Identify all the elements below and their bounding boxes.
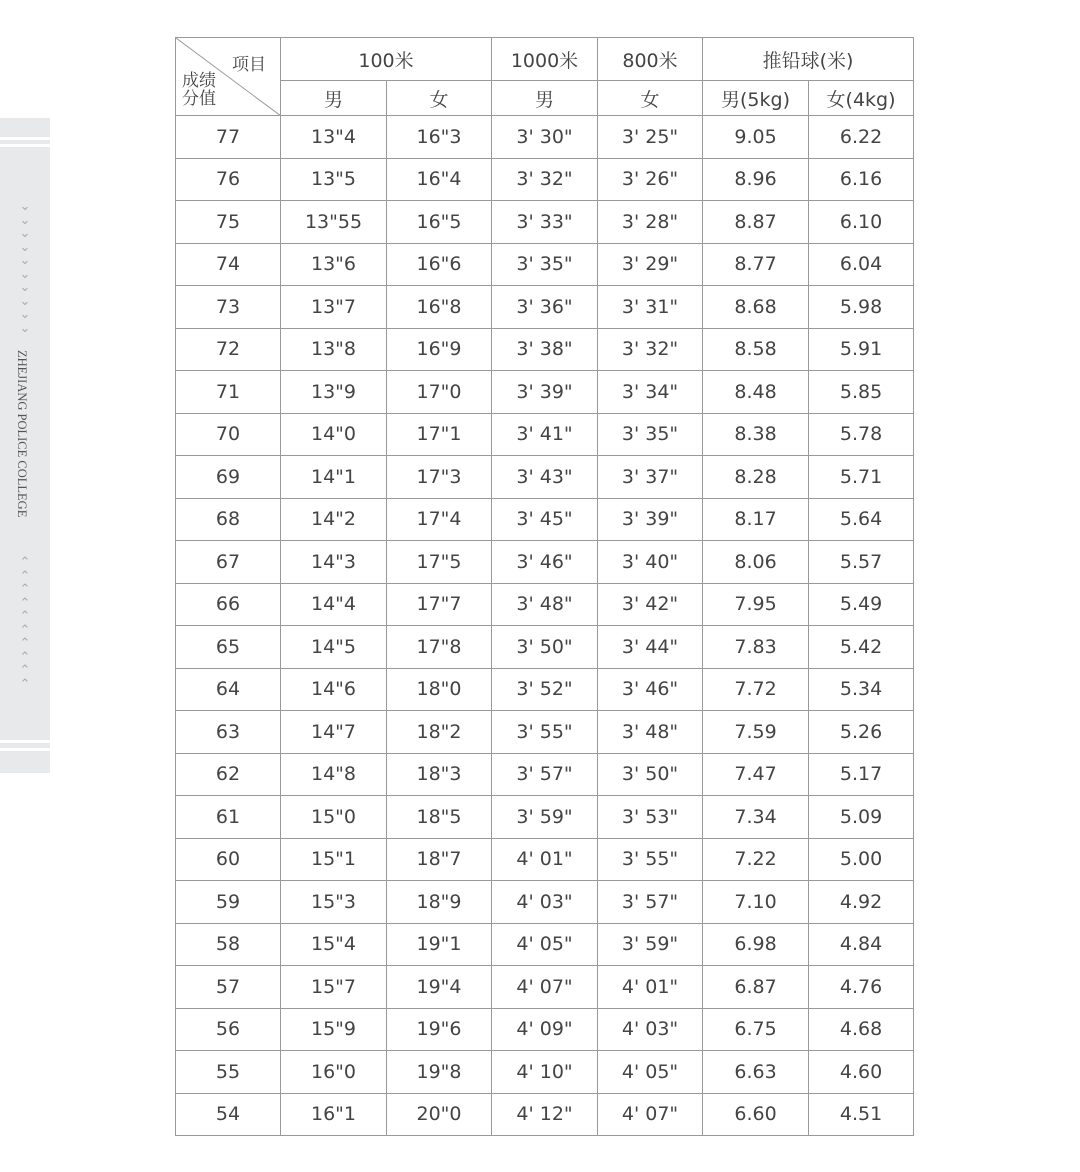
- result-cell: 13"8: [281, 328, 387, 371]
- result-cell: 4' 09": [492, 1008, 598, 1051]
- result-cell: 16"5: [387, 201, 492, 244]
- table-row: [176, 243, 914, 286]
- result-cell: 6.63: [703, 1051, 809, 1094]
- score-cell: 70: [176, 413, 281, 456]
- result-cell: 3' 40": [598, 541, 703, 584]
- result-cell: 18"0: [387, 668, 492, 711]
- result-cell: 3' 55": [492, 711, 598, 754]
- score-cell: 75: [176, 201, 281, 244]
- result-cell: 13"55: [281, 201, 387, 244]
- result-cell: 8.17: [703, 498, 809, 541]
- header-800m: 800米: [598, 38, 703, 81]
- result-cell: 6.87: [703, 966, 809, 1009]
- score-cell: 62: [176, 753, 281, 796]
- result-cell: 19"8: [387, 1051, 492, 1094]
- result-cell: 3' 31": [598, 286, 703, 329]
- score-cell: 69: [176, 456, 281, 499]
- result-cell: 4' 05": [598, 1051, 703, 1094]
- result-cell: 3' 25": [598, 116, 703, 159]
- result-cell: 15"1: [281, 838, 387, 881]
- result-cell: 3' 48": [598, 711, 703, 754]
- result-cell: 17"7: [387, 583, 492, 626]
- result-cell: 3' 46": [492, 541, 598, 584]
- result-cell: 7.83: [703, 626, 809, 669]
- table-row: [176, 881, 914, 924]
- subheader-cell: 女(4kg): [809, 81, 914, 116]
- subheader-cell: 女: [598, 81, 703, 116]
- result-cell: 7.59: [703, 711, 809, 754]
- result-cell: 13"4: [281, 116, 387, 159]
- table-row: [176, 116, 914, 159]
- result-cell: 18"3: [387, 753, 492, 796]
- result-cell: 3' 53": [598, 796, 703, 839]
- subheader-cell: 男: [492, 81, 598, 116]
- result-cell: 7.72: [703, 668, 809, 711]
- result-cell: 18"9: [387, 881, 492, 924]
- result-cell: 6.60: [703, 1093, 809, 1136]
- result-cell: 3' 34": [598, 371, 703, 414]
- table-row: [176, 286, 914, 329]
- result-cell: 16"9: [387, 328, 492, 371]
- result-cell: 3' 59": [492, 796, 598, 839]
- score-cell: 71: [176, 371, 281, 414]
- table-row: [176, 753, 914, 796]
- table-row: [176, 1008, 914, 1051]
- result-cell: 5.00: [809, 838, 914, 881]
- result-cell: 17"4: [387, 498, 492, 541]
- score-cell: 61: [176, 796, 281, 839]
- score-cell: 66: [176, 583, 281, 626]
- result-cell: 3' 55": [598, 838, 703, 881]
- corner-score-line2: 分值: [182, 89, 216, 109]
- result-cell: 3' 33": [492, 201, 598, 244]
- table-row: [176, 371, 914, 414]
- result-cell: 8.96: [703, 158, 809, 201]
- score-table: [175, 37, 914, 1136]
- result-cell: 7.34: [703, 796, 809, 839]
- table-row: [176, 626, 914, 669]
- table-row: [176, 1093, 914, 1136]
- divider: [0, 137, 50, 140]
- table-row: [176, 668, 914, 711]
- result-cell: 3' 50": [492, 626, 598, 669]
- table-row: [176, 201, 914, 244]
- result-cell: 8.77: [703, 243, 809, 286]
- sidebar-college-name: ZHEJIANG POLICE COLLEGE: [15, 350, 29, 518]
- result-cell: 3' 35": [598, 413, 703, 456]
- table-row: [176, 541, 914, 584]
- result-cell: 14"8: [281, 753, 387, 796]
- score-cell: 58: [176, 923, 281, 966]
- corner-item-label: 项目: [232, 55, 266, 75]
- result-cell: 4' 10": [492, 1051, 598, 1094]
- result-cell: 3' 28": [598, 201, 703, 244]
- divider: [0, 748, 50, 751]
- score-cell: 74: [176, 243, 281, 286]
- result-cell: 3' 30": [492, 116, 598, 159]
- table-row: [176, 456, 914, 499]
- corner-header: [176, 38, 281, 116]
- result-cell: 8.48: [703, 371, 809, 414]
- result-cell: 14"5: [281, 626, 387, 669]
- table-row: [176, 498, 914, 541]
- result-cell: 3' 26": [598, 158, 703, 201]
- result-cell: 8.87: [703, 201, 809, 244]
- result-cell: 3' 41": [492, 413, 598, 456]
- result-cell: 14"4: [281, 583, 387, 626]
- result-cell: 4.92: [809, 881, 914, 924]
- result-cell: 3' 48": [492, 583, 598, 626]
- result-cell: 15"9: [281, 1008, 387, 1051]
- result-cell: 15"3: [281, 881, 387, 924]
- score-cell: 65: [176, 626, 281, 669]
- divider: [0, 144, 50, 147]
- result-cell: 4.51: [809, 1093, 914, 1136]
- result-cell: 4' 03": [492, 881, 598, 924]
- result-cell: 18"7: [387, 838, 492, 881]
- subheader-cell: 女: [387, 81, 492, 116]
- result-cell: 4' 07": [492, 966, 598, 1009]
- result-cell: 4' 03": [598, 1008, 703, 1051]
- subheader-cell: 男: [281, 81, 387, 116]
- corner-score-label: [182, 72, 216, 108]
- result-cell: 3' 43": [492, 456, 598, 499]
- result-cell: 8.38: [703, 413, 809, 456]
- result-cell: 15"4: [281, 923, 387, 966]
- table-row: [176, 923, 914, 966]
- score-cell: 55: [176, 1051, 281, 1094]
- result-cell: 3' 39": [492, 371, 598, 414]
- result-cell: 3' 39": [598, 498, 703, 541]
- result-cell: 4' 07": [598, 1093, 703, 1136]
- corner-score-line1: 成绩: [182, 71, 216, 91]
- score-cell: 59: [176, 881, 281, 924]
- result-cell: 5.57: [809, 541, 914, 584]
- table-row: [176, 1051, 914, 1094]
- result-cell: 3' 36": [492, 286, 598, 329]
- result-cell: 14"3: [281, 541, 387, 584]
- result-cell: 5.85: [809, 371, 914, 414]
- result-cell: 19"1: [387, 923, 492, 966]
- result-cell: 16"0: [281, 1051, 387, 1094]
- result-cell: 14"0: [281, 413, 387, 456]
- result-cell: 3' 45": [492, 498, 598, 541]
- result-cell: 5.09: [809, 796, 914, 839]
- result-cell: 13"6: [281, 243, 387, 286]
- result-cell: 18"2: [387, 711, 492, 754]
- result-cell: 3' 32": [492, 158, 598, 201]
- result-cell: 5.64: [809, 498, 914, 541]
- subheader-cell: 男(5kg): [703, 81, 809, 116]
- score-cell: 72: [176, 328, 281, 371]
- result-cell: 6.04: [809, 243, 914, 286]
- result-cell: 4' 01": [598, 966, 703, 1009]
- result-cell: 3' 38": [492, 328, 598, 371]
- result-cell: 3' 52": [492, 668, 598, 711]
- result-cell: 5.98: [809, 286, 914, 329]
- result-cell: 13"9: [281, 371, 387, 414]
- result-cell: 3' 50": [598, 753, 703, 796]
- result-cell: 6.16: [809, 158, 914, 201]
- score-cell: 67: [176, 541, 281, 584]
- table-row: [176, 583, 914, 626]
- result-cell: 3' 46": [598, 668, 703, 711]
- score-cell: 73: [176, 286, 281, 329]
- result-cell: 20"0: [387, 1093, 492, 1136]
- table-row: [176, 796, 914, 839]
- result-cell: 9.05: [703, 116, 809, 159]
- result-cell: 13"7: [281, 286, 387, 329]
- result-cell: 17"0: [387, 371, 492, 414]
- result-cell: 7.22: [703, 838, 809, 881]
- result-cell: 3' 44": [598, 626, 703, 669]
- result-cell: 14"7: [281, 711, 387, 754]
- score-cell: 57: [176, 966, 281, 1009]
- result-cell: 3' 35": [492, 243, 598, 286]
- result-cell: 16"1: [281, 1093, 387, 1136]
- result-cell: 17"8: [387, 626, 492, 669]
- score-cell: 56: [176, 1008, 281, 1051]
- result-cell: 8.58: [703, 328, 809, 371]
- result-cell: 15"7: [281, 966, 387, 1009]
- sidebar-band: [0, 118, 50, 773]
- result-cell: 6.75: [703, 1008, 809, 1051]
- result-cell: 5.78: [809, 413, 914, 456]
- score-cell: 77: [176, 116, 281, 159]
- score-cell: 64: [176, 668, 281, 711]
- result-cell: 19"4: [387, 966, 492, 1009]
- result-cell: 4.68: [809, 1008, 914, 1051]
- divider: [0, 740, 50, 743]
- result-cell: 16"3: [387, 116, 492, 159]
- result-cell: 3' 32": [598, 328, 703, 371]
- result-cell: 6.98: [703, 923, 809, 966]
- result-cell: 5.34: [809, 668, 914, 711]
- result-cell: 4' 01": [492, 838, 598, 881]
- result-cell: 3' 57": [598, 881, 703, 924]
- result-cell: 14"2: [281, 498, 387, 541]
- result-cell: 16"6: [387, 243, 492, 286]
- result-cell: 7.95: [703, 583, 809, 626]
- score-cell: 63: [176, 711, 281, 754]
- result-cell: 8.68: [703, 286, 809, 329]
- result-cell: 3' 59": [598, 923, 703, 966]
- score-cell: 54: [176, 1093, 281, 1136]
- table-row: [176, 966, 914, 1009]
- table-row: [176, 413, 914, 456]
- result-cell: 5.71: [809, 456, 914, 499]
- result-cell: 3' 57": [492, 753, 598, 796]
- result-cell: 13"5: [281, 158, 387, 201]
- table-row: [176, 328, 914, 371]
- table-row: [176, 711, 914, 754]
- result-cell: 4.60: [809, 1051, 914, 1094]
- result-cell: 4.76: [809, 966, 914, 1009]
- result-cell: 17"1: [387, 413, 492, 456]
- result-cell: 18"5: [387, 796, 492, 839]
- result-cell: 5.17: [809, 753, 914, 796]
- result-cell: 16"4: [387, 158, 492, 201]
- score-cell: 76: [176, 158, 281, 201]
- result-cell: 7.47: [703, 753, 809, 796]
- chevron-up-icon: ⌃ ⌃ ⌃ ⌃ ⌃ ⌃ ⌃ ⌃ ⌃ ⌃: [19, 555, 31, 692]
- table-row: [176, 158, 914, 201]
- result-cell: 3' 42": [598, 583, 703, 626]
- result-cell: 3' 37": [598, 456, 703, 499]
- result-cell: 5.42: [809, 626, 914, 669]
- chevron-down-icon: ⌄ ⌄ ⌄ ⌄ ⌄ ⌄ ⌄ ⌄ ⌄ ⌄: [19, 199, 31, 336]
- result-cell: 15"0: [281, 796, 387, 839]
- score-cell: 68: [176, 498, 281, 541]
- result-cell: 6.10: [809, 201, 914, 244]
- result-cell: 14"6: [281, 668, 387, 711]
- result-cell: 8.28: [703, 456, 809, 499]
- result-cell: 5.49: [809, 583, 914, 626]
- score-cell: 60: [176, 838, 281, 881]
- result-cell: 17"3: [387, 456, 492, 499]
- header-100m: 100米: [281, 38, 492, 81]
- result-cell: 3' 29": [598, 243, 703, 286]
- result-cell: 7.10: [703, 881, 809, 924]
- result-cell: 5.26: [809, 711, 914, 754]
- result-cell: 5.91: [809, 328, 914, 371]
- header-shot-put: 推铅球(米): [703, 38, 914, 81]
- result-cell: 17"5: [387, 541, 492, 584]
- result-cell: 19"6: [387, 1008, 492, 1051]
- result-cell: 4' 12": [492, 1093, 598, 1136]
- result-cell: 8.06: [703, 541, 809, 584]
- result-cell: 14"1: [281, 456, 387, 499]
- result-cell: 4.84: [809, 923, 914, 966]
- result-cell: 4' 05": [492, 923, 598, 966]
- result-cell: 16"8: [387, 286, 492, 329]
- table-row: [176, 838, 914, 881]
- result-cell: 6.22: [809, 116, 914, 159]
- header-1000m: 1000米: [492, 38, 598, 81]
